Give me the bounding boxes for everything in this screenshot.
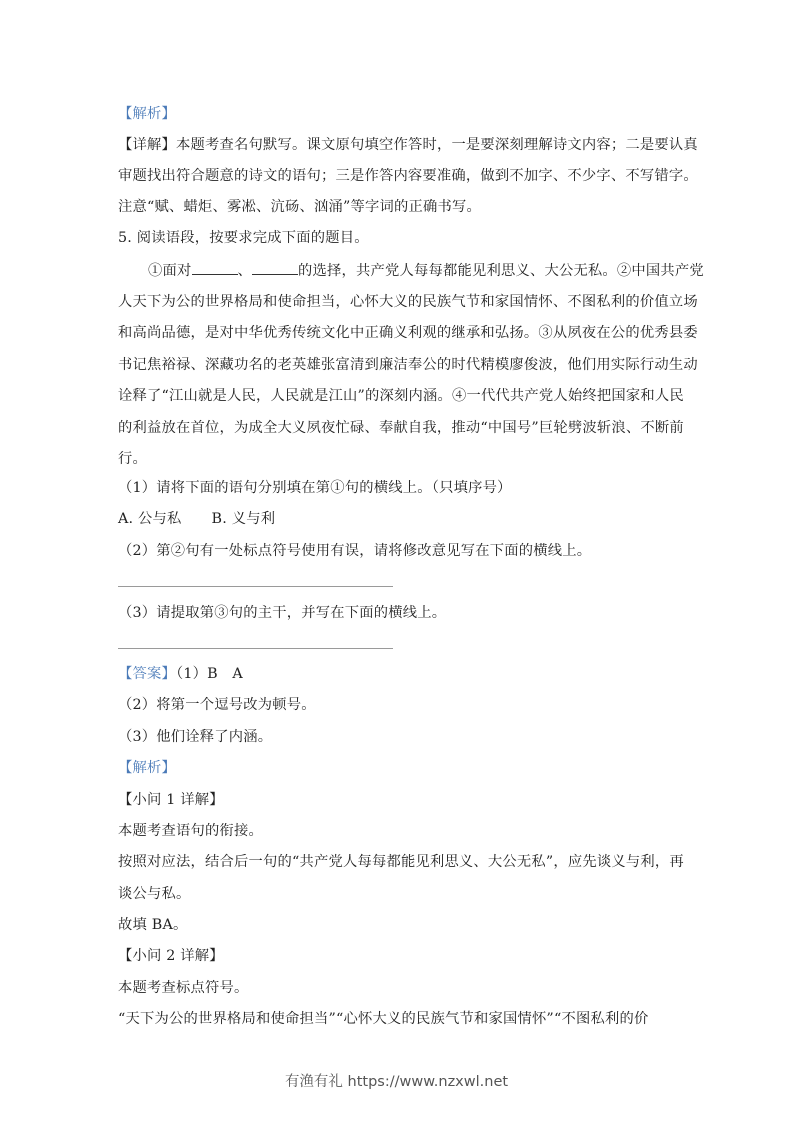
answer-label: 【答案】 (118, 666, 176, 682)
watermark-footer: 有渔有礼 https://www.nzxwl.net (284, 1074, 509, 1090)
analysis-label: 【解析】 (118, 106, 176, 122)
option-b: B. 义与利 (211, 511, 276, 527)
answer-line-2 (118, 586, 393, 587)
passage-line: 诠释了“江山就是人民，人民就是江山”的深刻内涵。④一代代共产党人始终把国家和人民 (118, 388, 684, 404)
analysis-text: 本题考查标点符号。 (118, 980, 249, 996)
analysis-text: 本题考查语句的衔接。 (118, 823, 263, 839)
option-a: A. 公与私 (118, 511, 182, 527)
passage-line: 人天下为公的世界格局和使命担当，心怀大义的民族气节和家国情怀、不图私利的价值立场 (118, 294, 698, 310)
analysis-text: 故填 BA。 (118, 917, 188, 933)
subquestion-2-label: 【小问 2 详解】 (118, 948, 224, 964)
answer-3: （3）他们诠释了内涵。 (118, 729, 273, 745)
subquestion-1-label: 【小问 1 详解】 (118, 792, 224, 808)
detail-paragraph-line: 注意“赋、蜡炬、雾凇、沆砀、汹涌”等字词的正确书写。 (118, 199, 481, 215)
answer-line: 【答案】（1）B A (118, 666, 243, 682)
fill-blank-2 (252, 260, 298, 275)
analysis-text: 按照对应法，结合后一句的“共产党人每每都能见利思义、大公无私”，应先谈义与利，再 (118, 854, 684, 870)
detail-paragraph-line: 【详解】本题考查名句默写。课文原句填空作答时，一是要深刻理解诗文内容；二是要认真 (118, 137, 698, 153)
detail-label: 【详解】 (118, 137, 176, 153)
analysis-text: “天下为公的世界格局和使命担当”“心怀大义的民族气节和家国情怀”“不图私利的价 (118, 1011, 649, 1027)
passage-line: 行。 (118, 451, 147, 467)
question-title: 5. 阅读语段，按要求完成下面的题目。 (118, 230, 369, 246)
analysis-label-2: 【解析】 (118, 760, 176, 776)
sub-question-1: （1）请将下面的语句分别填在第①句的横线上。（只填序号） (118, 480, 512, 496)
passage-line: 书记焦裕禄、深藏功名的老英雄张富清到廉洁奉公的时代精模廖俊波，他们用实际行动生动 (118, 357, 698, 373)
passage-line: 和高尚品德，是对中华优秀传统文化中正确义利观的继承和弘扬。③从夙夜在公的优秀县委 (118, 325, 698, 341)
passage-line: 的利益放在首位，为成全大义夙夜忙碌、奉献自我，推动“中国号”巨轮劈波斩浪、不断前 (118, 420, 684, 436)
fill-blank-1 (192, 260, 238, 275)
passage-line: ①面对 、 的选择，共产党人每每都能见利思义、大公无私。②中国共产党 (148, 260, 704, 281)
sub-question-2: （2）第②句有一处标点符号使用有误，请将修改意见写在下面的横线上。 (118, 543, 592, 559)
analysis-text: 谈公与私。 (118, 886, 191, 902)
answer-2: （2）将第一个逗号改为顿号。 (118, 697, 316, 713)
sub-question-3: （3）请提取第③句的主干，并写在下面的横线上。 (118, 605, 447, 621)
options-row (118, 509, 275, 529)
answer-line-3 (118, 648, 393, 649)
detail-paragraph-line: 审题找出符合题意的诗文的语句；三是作答内容要准确，做到不加字、不少字、不写错字。 (118, 168, 698, 184)
